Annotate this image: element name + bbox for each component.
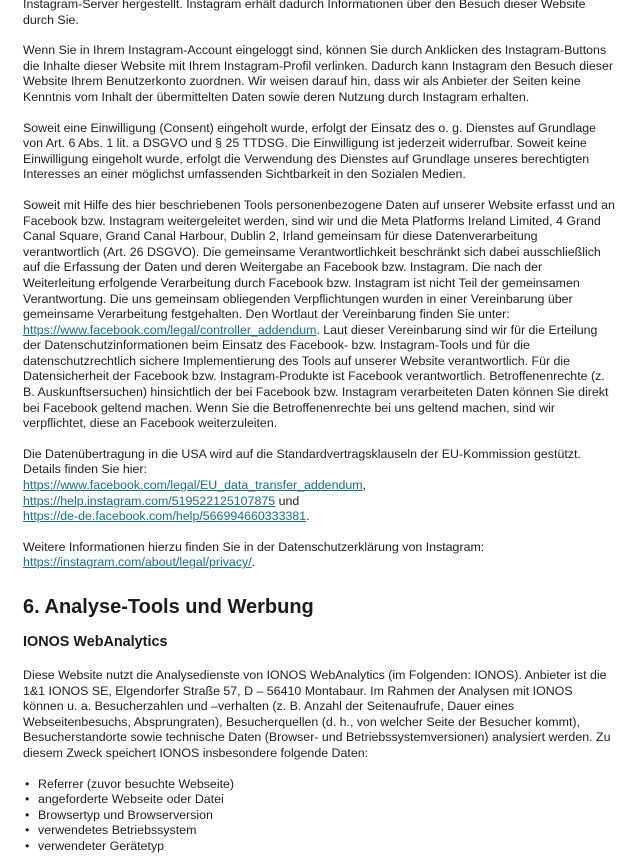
bullet-icon: • <box>25 823 30 838</box>
separator-comma: , <box>362 478 367 493</box>
usa-transfer-text: Die Datenübertragung in die USA wird auf die Standardvertragsklauseln der EU-Kommission gestützt. Details finden Sie hier: <box>23 446 581 477</box>
bullet-icon: • <box>25 776 30 791</box>
paragraph-joint-responsibility <box>23 198 615 432</box>
list-item-text: verwendetes Betriebssystem <box>38 823 197 838</box>
paragraph-ionos-analytics: Diese Website nutzt die Analysedienste von IONOS WebAnalytics (im Folgenden: IONOS). Anbieter ist die 1&1 IONOS SE, Elgendorfer Straße 57, D – 56410 Montabaur. Im Rahmen der Analysen mit IONOS können u. a. Besucherzahlen und –verhalten (z. B. Anzahl der Seitenaufrufe, Dauer eines Webseitenbesuchs, Absprungraten), Besucherquellen (d. h., von welcher Seite der Besucher kommt), Besucherstandorte sowie technische Daten (Browser- und Betriebssystemversionen) analysiert werden. Zu diesem Zweck speichert IONOS insbesondere folgende Daten: <box>23 668 611 760</box>
paragraph-instagram-account: Wenn Sie in Ihrem Instagram-Account eingeloggt sind, können Sie durch Anklicken des Instagram-Buttons die Inhalte dieser Website mit Ihrem Instagram-Profil verlinken. Dadurch kann Instagram den Besuch dieser Website Ihrem Benutzerkonto zuordnen. Wir weisen darauf hin, dass wir als Anbieter der Seiten keine Kenntnis vom Inhalt der übermittelten Daten sowie deren Nutzung durch Instagram erhalten. <box>23 43 613 104</box>
facebook-help-link[interactable]: https://de-de.facebook.com/help/566994660333381 <box>23 509 307 524</box>
period: . <box>251 555 256 570</box>
instagram-privacy-text: Weitere Informationen hierzu finden Sie in der Datenschutzerklärung von Instagram: <box>23 539 485 554</box>
list-item-text: Referrer (zuvor besuchte Webseite) <box>38 776 235 791</box>
paragraph-usa-transfer <box>23 447 615 525</box>
list-item <box>23 792 615 808</box>
list-item <box>23 808 615 824</box>
stored-data-list <box>23 777 615 855</box>
paragraph-instagram-server: Instagram-Server hergestellt. Instagram erhält dadurch Informationen über den Besuch dieser Website durch Sie. <box>23 0 586 27</box>
list-item <box>23 839 615 855</box>
section-heading-analytics: 6. Analyse-Tools und Werbung <box>23 596 314 618</box>
bullet-icon: • <box>25 838 30 853</box>
joint-responsibility-text: Soweit mit Hilfe des hier beschriebenen Tools personenbezogene Daten auf unserer Website erfasst und an Facebook bzw. Instagram weitergeleitet werden, sind wir und die Meta Platforms Ireland Limited, 4 Grand Canal Square, Grand Canal Harbour, Dublin 2, Irland gemeinsam für diese Datenverarbeitung verantwortlich (Art. 26 DSGVO). Die gemeinsame Verantwortlichkeit beschränkt sich dabei ausschließlich auf die Erfassung der Daten und deren Weitergabe an Facebook bzw. Instagram. Die nach der Weiterleitung erfolgende Verarbeitung durch Facebook bzw. Instagram ist nicht Teil der gemeinsamen Verantwortung. Die uns gemeinsam obliegenden Verpflichtungen wurden in einer Vereinbarung über gemeinsame Verarbeitung festgehalten. Den Wortlaut der Vereinbarung finden Sie unter: <box>23 197 615 322</box>
list-item <box>23 777 615 793</box>
paragraph-consent: Soweit eine Einwilligung (Consent) eingeholt wurde, erfolgt der Einsatz des o. g. Dienstes auf Grundlage von Art. 6 Abs. 1 lit. a DSGVO und § 25 TTDSG. Die Einwilligung ist jederzeit widerrufbar. Soweit keine Einwilligung eingeholt wurde, erfolgt die Verwendung des Dienstes auf Grundlage unseres berechtigten Interesses an einer möglichst umfassenden Sichtbarkeit in den Sozialen Medien. <box>23 120 597 182</box>
list-item-text: angeforderte Webseite oder Datei <box>38 792 224 807</box>
document-page <box>23 0 615 855</box>
separator-und: und <box>275 493 300 508</box>
instagram-help-link[interactable]: https://help.instagram.com/519522125107875 <box>23 493 276 508</box>
bullet-icon: • <box>25 807 30 822</box>
list-item <box>23 823 615 839</box>
joint-responsibility-text-continued: . Laut dieser Vereinbarung sind wir für die Erteilung der Datenschutzinformationen beim Einsatz des Facebook- bzw. Instagram-Tools und für die datenschutzrechtlich sichere Implementierung des Tools auf unserer Website verantwortlich. Für die Datensicherheit der Facebook bzw. Instagram-Produkte ist Facebook verantwortlich. Betroffenenrechte (z. B. Auskunftsersuchen) hinsichtlich der bei Facebook bzw. Instagram verarbeiteten Daten können Sie direkt bei Facebook geltend machen. Wenn Sie die Betroffenenrechte bei uns geltend machen, sind wir verpflichtet, diese an Facebook weiterzuleiten. <box>23 322 609 431</box>
list-item-text: verwendeter Gerätetyp <box>38 838 165 853</box>
eu-data-transfer-link[interactable]: https://www.facebook.com/legal/EU_data_transfer_addendum <box>23 478 363 493</box>
controller-addendum-link[interactable]: https://www.facebook.com/legal/controller_addendum <box>23 322 317 337</box>
paragraph-instagram-privacy <box>23 540 615 571</box>
list-item-text: Browsertyp und Browserversion <box>38 807 213 822</box>
bullet-icon: • <box>25 792 30 807</box>
period: . <box>306 509 310 524</box>
subsection-heading-ionos: IONOS WebAnalytics <box>23 634 168 650</box>
instagram-privacy-link[interactable]: https://instagram.com/about/legal/privacy/ <box>23 555 252 570</box>
